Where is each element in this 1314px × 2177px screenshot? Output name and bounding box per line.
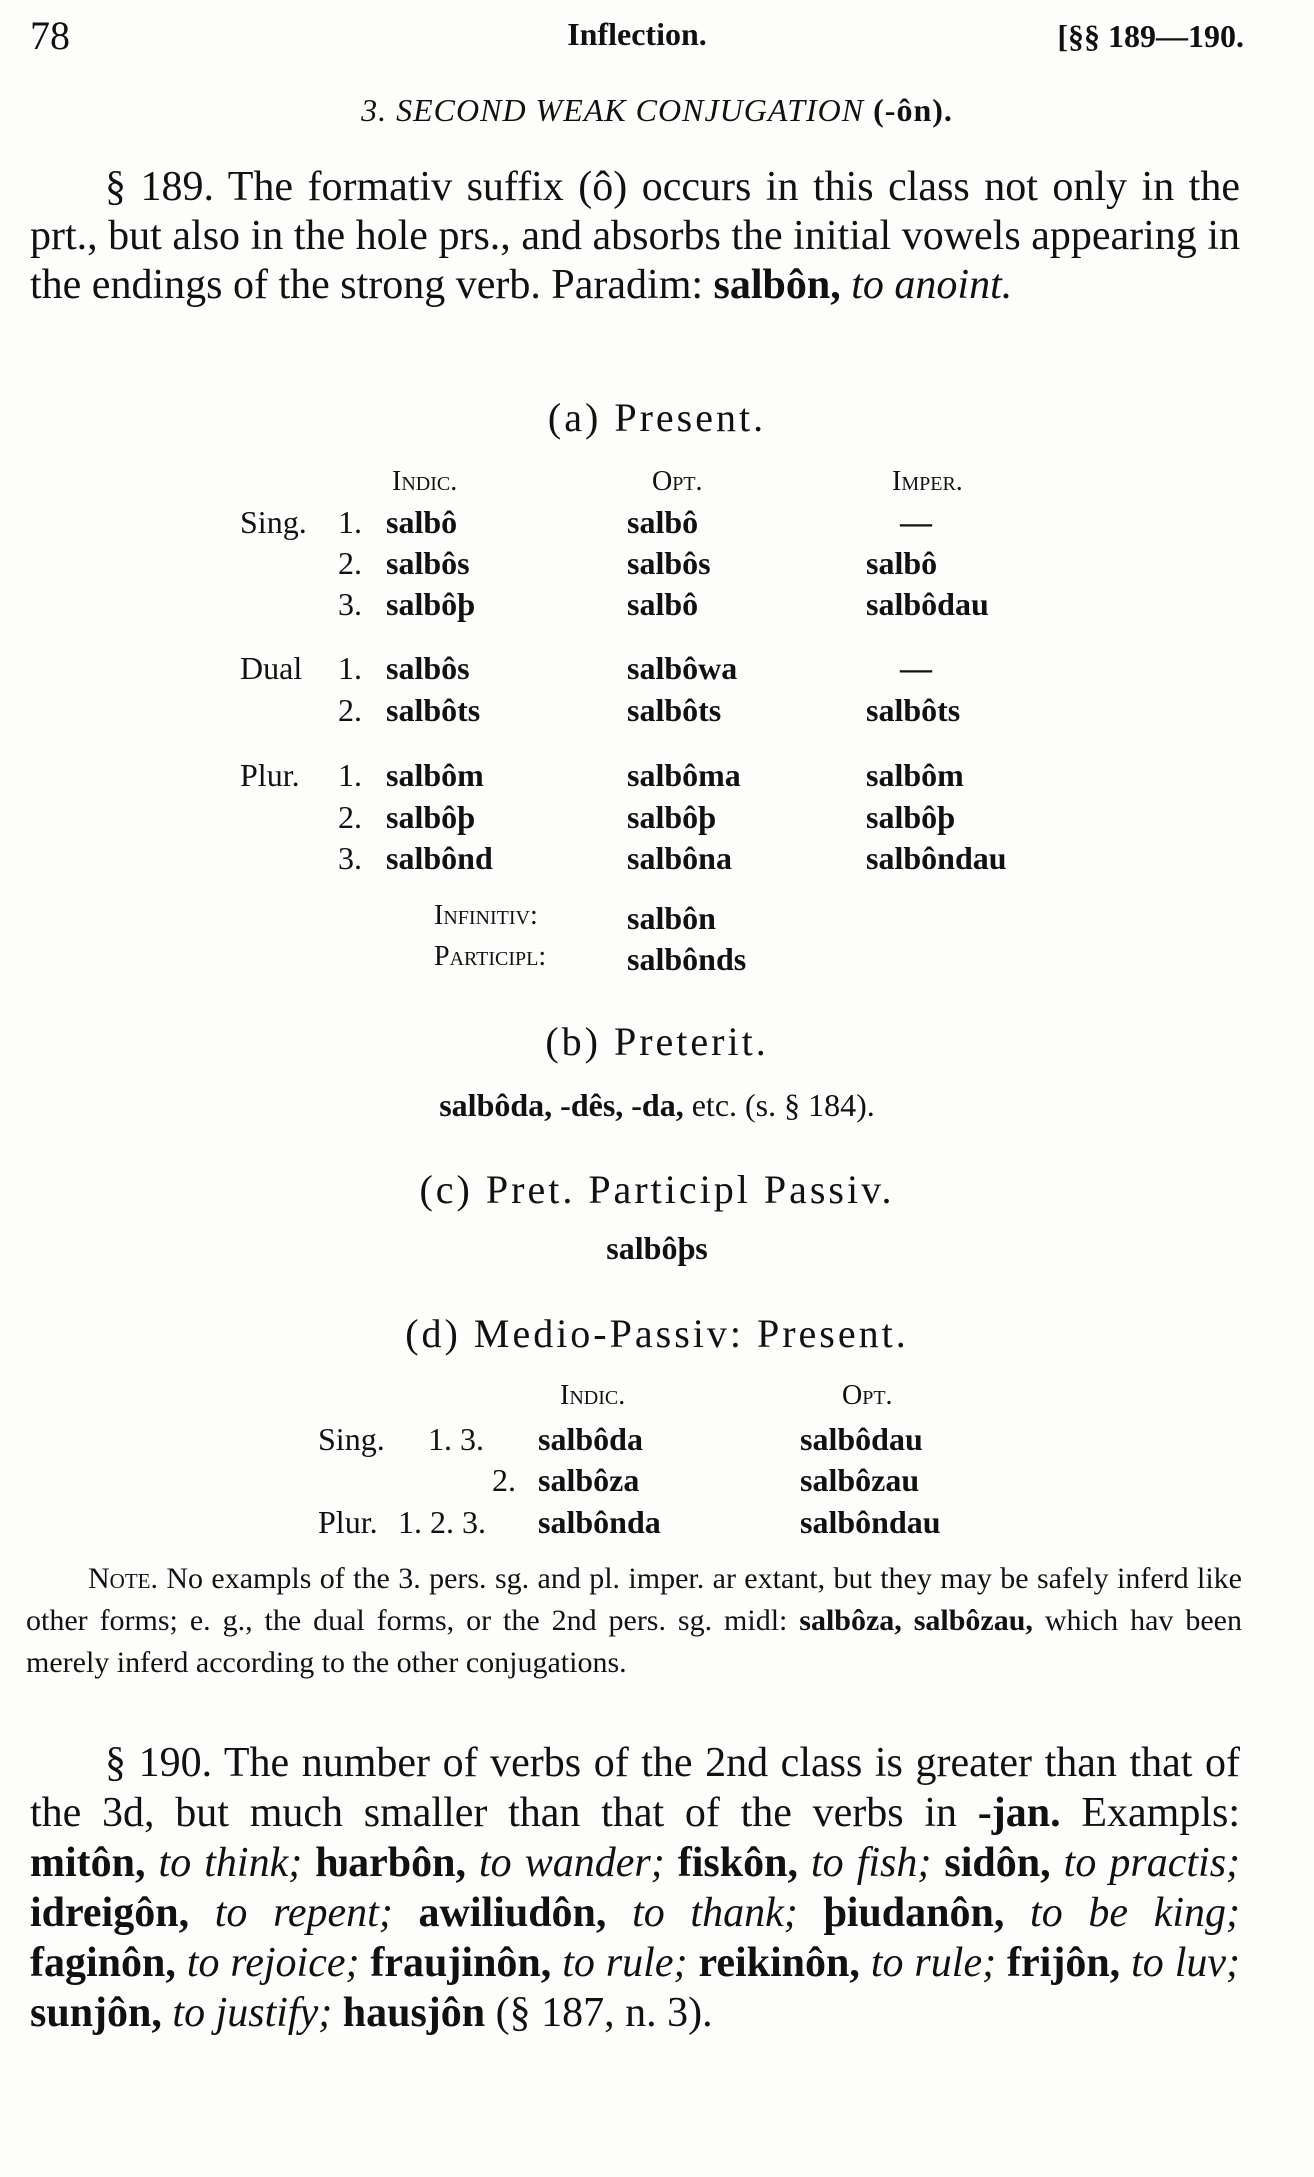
form-indic: salbônd xyxy=(386,840,493,876)
example-word: faginôn, xyxy=(30,1940,176,1986)
note-label: Note. xyxy=(88,1562,158,1595)
medio-passiv-title: (d) Medio-Passiv: Present. xyxy=(405,1311,909,1356)
preterit-forms: salbôda, -dês, -da, xyxy=(439,1087,684,1123)
conjugation-heading xyxy=(0,92,1314,129)
col-header-indic: Indic. xyxy=(560,1380,626,1411)
person-num: 2. xyxy=(338,545,362,581)
col-header-indic: Indic. xyxy=(392,466,458,497)
example-word: fiskôn, xyxy=(677,1840,798,1886)
form-indic: salbôþ xyxy=(386,586,475,622)
form-indic: salbôþ xyxy=(386,799,475,835)
example-gloss: to repent; xyxy=(189,1890,393,1936)
form-imper: salbôdau xyxy=(866,586,989,622)
note-forms: salbôza, salbôzau, xyxy=(799,1604,1033,1637)
example-gloss: to luv; xyxy=(1120,1940,1241,1986)
form-imper: — xyxy=(900,504,932,540)
example-word: sidôn, xyxy=(944,1840,1051,1886)
examples-label: Exampls: xyxy=(1060,1790,1240,1836)
form-indic: salbôm xyxy=(386,757,484,793)
note-text-1: No exampls of the 3. pers. sg. and pl. imper. ar extant, but they may be safely inferd like other forms; e. g., the dual forms, or the 2nd pers. sg. midl: xyxy=(26,1562,1242,1637)
person-num: 2. xyxy=(338,692,362,728)
participl-form: salbônds xyxy=(627,941,747,977)
paradigm-gloss: to anoint. xyxy=(840,262,1013,308)
form-opt: salbôzau xyxy=(800,1462,920,1498)
col-header-imper: Imper. xyxy=(892,466,963,497)
person-num: 1. xyxy=(338,504,362,540)
form-imper: salbôts xyxy=(866,692,961,728)
person-num: 3. xyxy=(338,840,362,876)
form-opt: salbôma xyxy=(627,757,741,793)
example-gloss: to thank; xyxy=(606,1890,798,1936)
form-opt: salbôndau xyxy=(800,1504,941,1540)
running-title: Inflection. xyxy=(567,16,707,52)
person-num: 1. 2. 3. xyxy=(398,1504,486,1540)
example-gloss: to fish; xyxy=(797,1840,932,1886)
page-number: 78 xyxy=(30,13,70,58)
section-sign-189: § 189. xyxy=(105,164,214,210)
preterit-ref: etc. (s. § 184). xyxy=(683,1087,875,1123)
example-gloss: to rule; xyxy=(859,1940,997,1986)
form-imper: salbôndau xyxy=(866,840,1007,876)
conjugation-heading-text: 3. SECOND WEAK CONJUGATION xyxy=(361,92,865,128)
paragraph-189-text: The formativ suffix (ô) occurs in this class not only in the prt., but also in the hole prs., and absorbs the initial vowels appearing in the endings of the strong verb. Paradim: xyxy=(30,164,1240,308)
paragraph-189 xyxy=(30,163,1240,310)
paragraph-190-intro: The number of verbs of the 2nd class is greater than that of the 3d, but much smaller than that of the verbs in xyxy=(30,1740,1241,1836)
form-opt: salbôts xyxy=(627,692,722,728)
jan-suffix: -jan. xyxy=(977,1790,1061,1836)
form-indic: salbônda xyxy=(538,1504,661,1540)
example-gloss: to be king; xyxy=(1004,1890,1240,1936)
preterit-forms-line xyxy=(0,1087,1314,1124)
pret-participl-title: (c) Pret. Participl Passiv. xyxy=(419,1167,895,1212)
form-imper: salbô xyxy=(866,545,938,581)
example-word: þiudanôn, xyxy=(823,1890,1005,1936)
example-gloss: to think; xyxy=(145,1840,303,1886)
form-imper: salbôþ xyxy=(866,799,955,835)
form-imper: — xyxy=(900,650,932,686)
infinitiv-form: salbôn xyxy=(627,900,716,936)
col-header-opt: Opt. xyxy=(652,466,703,497)
section-range: [§§ 189—190. xyxy=(1057,18,1244,54)
form-indic: salbô xyxy=(386,504,458,540)
form-opt: salbô xyxy=(627,504,699,540)
infinitiv-label: Infinitiv: xyxy=(434,900,538,931)
example-word: sunjôn, xyxy=(30,1990,162,2036)
person-num: 1. 3. xyxy=(428,1421,484,1457)
form-indic: salbôza xyxy=(538,1462,640,1498)
example-word: awiliudôn, xyxy=(418,1890,607,1936)
pret-participl-form: salbôþs xyxy=(606,1230,708,1266)
conjugation-suffix: (-ôn). xyxy=(873,92,953,128)
example-word: idreigôn, xyxy=(30,1890,190,1936)
participl-label: Participl: xyxy=(434,941,547,972)
example-word: fraujinôn, xyxy=(370,1940,552,1986)
example-gloss: to rejoice; xyxy=(175,1940,360,1986)
example-ref: (§ 187, n. 3). xyxy=(485,1990,713,2036)
running-header xyxy=(30,12,1244,62)
example-word: mitôn, xyxy=(30,1840,146,1886)
form-opt: salbôwa xyxy=(627,650,738,686)
form-imper: salbôm xyxy=(866,757,964,793)
example-gloss: to practis; xyxy=(1050,1840,1241,1886)
paradigm-word: salbôn, xyxy=(713,262,841,308)
form-opt: salbô xyxy=(627,586,699,622)
example-gloss: to wander; xyxy=(465,1840,665,1886)
form-indic: salbôs xyxy=(386,545,470,581)
col-header-opt: Opt. xyxy=(842,1380,893,1411)
number-label-sing: Sing. xyxy=(240,504,307,540)
number-label-sing: Sing. xyxy=(318,1421,385,1457)
example-word: hausjôn xyxy=(342,1990,486,2036)
form-opt: salbôs xyxy=(627,545,711,581)
form-indic: salbôts xyxy=(386,692,481,728)
form-opt: salbôþ xyxy=(627,799,716,835)
note xyxy=(26,1558,1242,1684)
person-num: 2. xyxy=(492,1462,516,1498)
person-num: 1. xyxy=(338,650,362,686)
person-num: 2. xyxy=(338,799,362,835)
example-word: ƕarbôn, xyxy=(315,1840,466,1886)
number-label-plur: Plur. xyxy=(240,757,300,793)
section-sign-190: § 190. xyxy=(105,1740,213,1786)
person-num: 1. xyxy=(338,757,362,793)
note-text-2: which hav been merely inferd according to the other conjugations. xyxy=(26,1604,1242,1679)
number-label-plur: Plur. xyxy=(318,1504,378,1540)
example-word: reikinôn, xyxy=(698,1940,860,1986)
present-title: (a) Present. xyxy=(547,395,767,440)
example-word: frijôn, xyxy=(1007,1940,1121,1986)
form-opt: salbôdau xyxy=(800,1421,923,1457)
example-gloss: to justify; xyxy=(161,1990,333,2036)
form-indic: salbôda xyxy=(538,1421,643,1457)
form-indic: salbôs xyxy=(386,650,470,686)
paragraph-190 xyxy=(30,1738,1240,2038)
preterit-title: (b) Preterit. xyxy=(545,1019,769,1064)
number-label-dual: Dual xyxy=(240,650,303,686)
example-gloss: to rule; xyxy=(551,1940,688,1986)
person-num: 3. xyxy=(338,586,362,622)
form-opt: salbôna xyxy=(627,840,732,876)
